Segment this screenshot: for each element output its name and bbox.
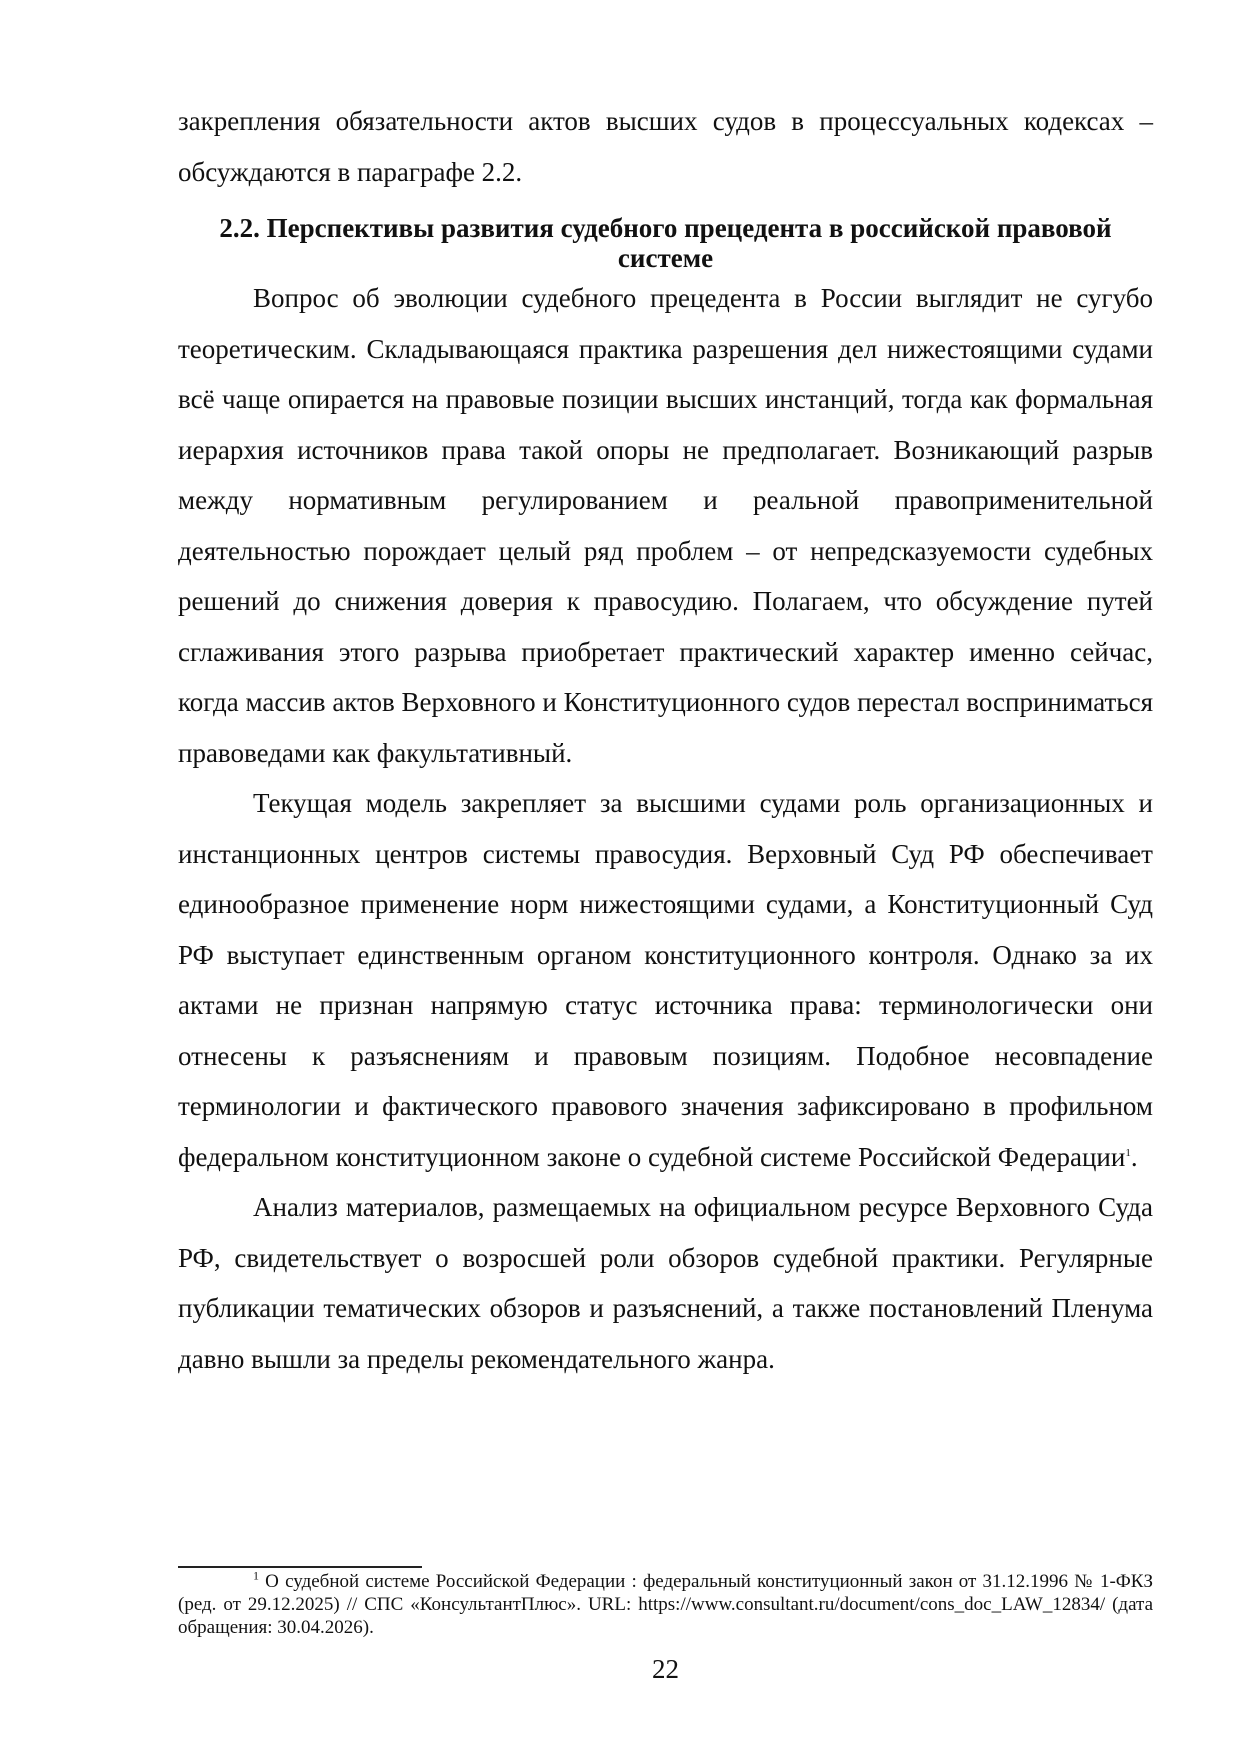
footnote: [178, 1570, 1153, 1639]
paragraph-3: Анализ материалов, размещаемых на официальном ресурсе Верховного Суда РФ, свидетельствует о возросшей роли обзоров судебной практики. Регулярные публикации тематических обзоров и разъяснений, а также постановлений Пленума давно вышли за пределы рекомендательного жанра.: [178, 1192, 1153, 1374]
paragraph-2-text: Текущая модель закрепляет за высшими судами роль организационных и инстанционных центров системы правосудия. Верховный Суд РФ обеспечивает единообразное применение норм нижестоящими судами, а Конституционный Суд РФ выступает единственным органом конституционного контроля. Однако за их актами не признан напрямую статус источника права: терминологически они отнесены к разъяснениям и правовым позициям. Подобное несовпадение терминологии и фактического правового значения зафиксировано в профильном федеральном конституционном законе о судебной системе Российской Федерации: [178, 788, 1153, 1172]
paragraph-1: Вопрос об эволюции судебного прецедента в России выглядит не сугубо теоретическим. Складывающаяся практика разрешения дел нижестоящими судами всё чаще опирается на правовые позиции высших инстанций, тогда как формальная иерархия источников права такой опоры не предполагает. Возникающий разрыв между нормативным регулированием и реальной правоприменительной деятельностью порождает целый ряд проблем – от непредсказуемости судебных решений до снижения доверия к правосудию. Полагаем, что обсуждение путей сглаживания этого разрыва приобретает практический характер именно сейчас, когда массив актов Верховного и Конституционного судов перестал восприниматься правоведами как факультативный.: [178, 283, 1153, 768]
paragraph-2: [178, 778, 1153, 1182]
intro-paragraph: закрепления обязательности актов высших судов в процессуальных кодексах – обсуждаются в параграфе 2.2.: [178, 106, 1153, 187]
footnote-reference[interactable]: 1: [1125, 1146, 1131, 1159]
section-heading-line-2: системе: [617, 243, 714, 273]
page-number: 22: [652, 1654, 679, 1684]
paragraph-2-end: .: [1130, 1141, 1138, 1172]
section-heading: [178, 213, 1153, 273]
footnote-text: О судебной системе Российской Федерации : федеральный конституционный закон от 31.12.1996 № 1-ФКЗ (ред. от 29.12.2025) // СПС «КонсультантПлюс». URL: https://www.consultant.ru/document/cons_doc_LAW_12834/ (дата обращения: 30.04.2026).: [178, 1571, 1153, 1638]
section-heading-line-1: 2.2. Перспективы развития судебного прецедента в российской правовой: [219, 213, 1112, 243]
footnote-marker: 1: [253, 1568, 259, 1583]
document-page: [178, 96, 1153, 1656]
footnote-divider: [178, 1566, 422, 1568]
